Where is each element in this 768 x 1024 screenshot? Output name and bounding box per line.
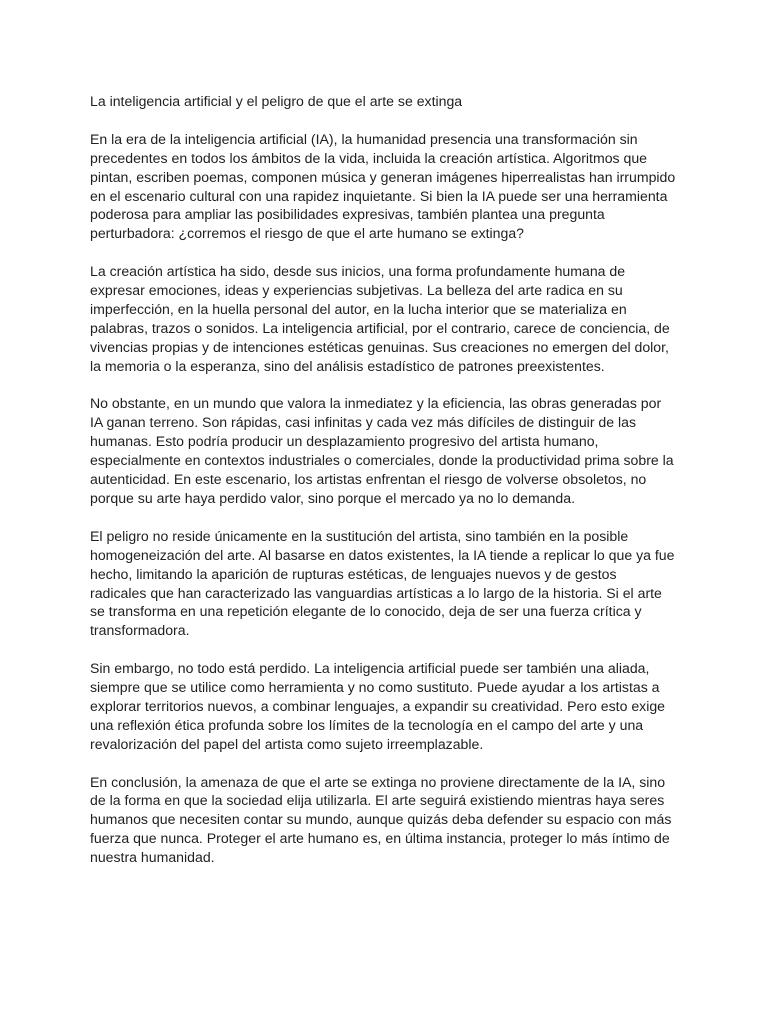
paragraph-2: La creación artística ha sido, desde sus inicios, una forma profundamente humana de expresar emociones, ideas y experiencias subjetivas. La belleza del arte radica en su imperfección, en la huella personal del autor, en la lucha interior que se materializa en palabras, trazos o sonidos. La inteligencia artificial, por el contrario, carece de conciencia, de vivencias propias y de intenciones estéticas genuinas. Sus creaciones no emergen del dolor, la memoria o la esperanza, sino del análisis estadístico de patrones preexistentes. bbox=[90, 263, 670, 374]
paragraph-6: En conclusión, la amenaza de que el arte se extinga no proviene directamente de la IA, sino de la forma en que la sociedad elija utilizarla. El arte seguirá existiendo mientras haya seres humanos que necesiten contar su mundo, aunque quizás deba defender su espacio con más fuerza que nunca. Proteger el arte humano es, en última instancia, proteger lo más íntimo de nuestra humanidad. bbox=[90, 773, 672, 866]
paragraph-3: No obstante, en un mundo que valora la inmediatez y la eficiencia, las obras generadas por IA ganan terreno. Son rápidas, casi infinitas y cada vez más difíciles de distinguir de las humanas. Esto podría producir un desplazamiento progresivo del artista humano, especialmente en contextos industriales o comerciales, donde la productividad prima sobre la autenticidad. En este escenario, los artistas enfrentan el riesgo de volverse obsoletos, no porque su arte haya perdido valor, sino porque el mercado ya no lo demanda. bbox=[90, 395, 674, 506]
document-title: La inteligencia artificial y el peligro de que el arte se extinga bbox=[90, 93, 463, 109]
paragraph-1: En la era de la inteligencia artificial (IA), la humanidad presencia una transformación sin precedentes en todos los ámbitos de la vida, incluida la creación artística. Algoritmos que pintan, escriben poemas, componen música y generan imágenes hiperrealistas han irrumpido en el escenario cultural con una rapidez inquietante. Si bien la IA puede ser una herramienta poderosa para ampliar las posibilidades expresivas, también plantea una pregunta perturbadora: ¿corremos el riesgo de que el arte humano se extinga? bbox=[90, 130, 676, 242]
paragraph-4: El peligro no reside únicamente en la sustitución del artista, sino también en la posible homogeneización del arte. Al basarse en datos existentes, la IA tiende a replicar lo que ya fue hecho, limitando la aparición de rupturas estéticas, de lenguajes nuevos y de gestos radicales que han caracterizado las vanguardias artísticas a lo largo de la historia. Si el arte se transforma en una repetición elegante de lo conocido, deja de ser una fuerza crítica y transformadora. bbox=[90, 527, 675, 639]
paragraph-5: Sin embargo, no todo está perdido. La inteligencia artificial puede ser también una aliada, siempre que se utilice como herramienta y no como sustituto. Puede ayudar a los artistas a explorar territorios nuevos, a combinar lenguajes, a expandir su creatividad. Pero esto exige una reflexión ética profunda sobre los límites de la tecnología en el campo del arte y una revalorización del papel del artista como sujeto irreemplazable. bbox=[90, 660, 666, 752]
